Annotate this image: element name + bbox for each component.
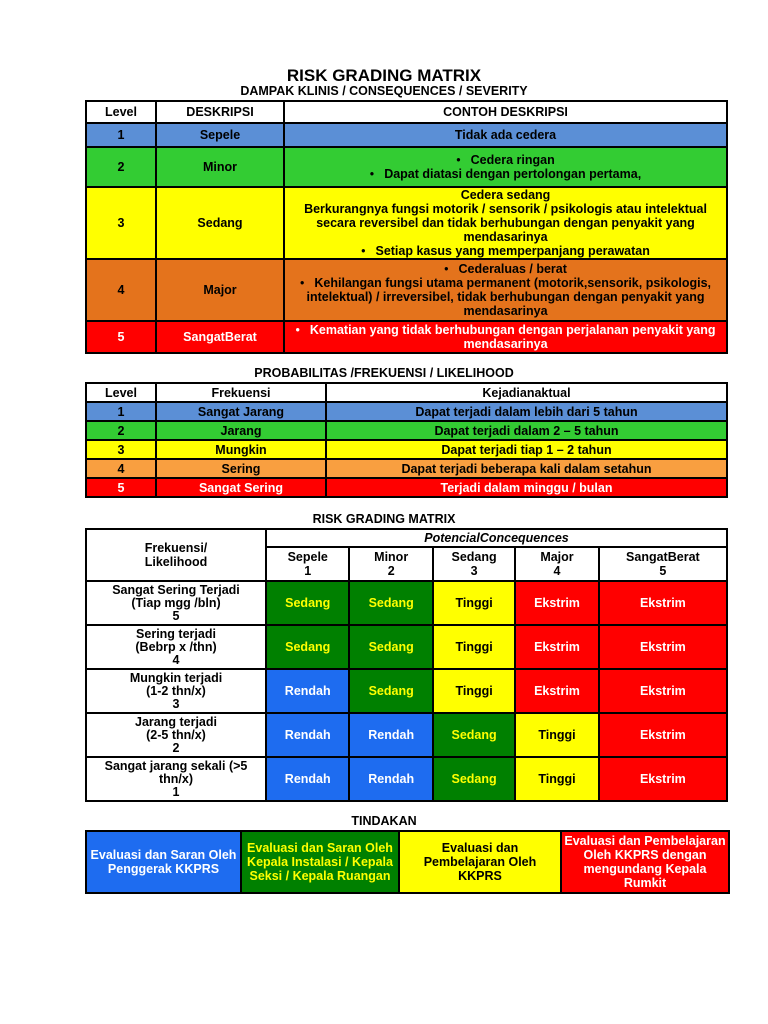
matrix-row-label: Sangat Sering Terjadi (Tiap mgg /bln) 5 [86,581,266,625]
likelihood-row-2 [86,421,727,440]
severity-row-1 [86,123,727,147]
severity-desc: SangatBerat [156,321,284,353]
severity-desc: Sedang [156,187,284,259]
col-header-major [515,547,598,581]
action-low: Evaluasi dan Saran Oleh Penggerak KKPRS [86,831,241,893]
bullet-item: • Dapat diatasi dengan pertolongan pertama, [287,167,724,181]
header-kejadian: Kejadianaktual [326,383,727,402]
matrix-row-5 [86,581,727,625]
matrix-cell: Sedang [266,581,349,625]
severity-example [284,321,727,353]
matrix-group-header: PotencialConcequences [266,529,727,547]
action-subtitle: TINDAKAN [351,814,417,828]
matrix-cell: Sedang [433,713,515,757]
col-header-minor [349,547,432,581]
matrix-cell: Sedang [349,581,432,625]
bullet-item: • Setiap kasus yang memperpanjang perawatan [287,244,724,258]
likelihood-level: 5 [86,478,156,497]
matrix-cell: Tinggi [515,757,598,801]
severity-header-row [86,101,727,123]
severity-row-4 [86,259,727,321]
matrix-cell: Sedang [349,625,432,669]
likelihood-freq: Jarang [156,421,326,440]
likelihood-row-4 [86,459,727,478]
header-contoh: CONTOH DESKRIPSI [284,101,727,123]
header-level: Level [86,383,156,402]
header-frekuensi: Frekuensi [156,383,326,402]
likelihood-actual: Terjadi dalam minggu / bulan [326,478,727,497]
header-level: Level [86,101,156,123]
severity-level: 2 [86,147,156,187]
likelihood-freq: Sangat Jarang [156,402,326,421]
matrix-cell: Tinggi [433,581,515,625]
col-header-name: SangatBerat [626,550,700,564]
matrix-cell: Ekstrim [515,581,598,625]
col-header-name: Minor [374,550,409,564]
severity-desc: Major [156,259,284,321]
bullet-item: • Kehilangan fungsi utama permanent (motorik,sensorik, psikologis, intelektual) / irreversibel, tidak berhubungan dengan penyakit yang mendasarinya [287,276,724,318]
severity-example [284,147,727,187]
col-header-sepele [266,547,349,581]
col-header-num: 1 [304,564,312,578]
col-header-num: 2 [387,564,395,578]
matrix-cell: Ekstrim [515,625,598,669]
col-header-name: Sedang [451,550,497,564]
action-extreme: Evaluasi dan Pembelajaran Oleh KKPRS dengan mengundang Kepala Rumkit [561,831,729,893]
matrix-cell: Sedang [349,669,432,713]
likelihood-level: 4 [86,459,156,478]
col-header-name: Major [540,550,574,564]
severity-example [284,259,727,321]
severity-example [284,187,727,259]
col-header-num: 4 [553,564,561,578]
matrix-corner: Frekuensi/ Likelihood [86,529,266,581]
likelihood-row-3 [86,440,727,459]
matrix-group-row [86,529,727,547]
matrix-cell: Rendah [266,757,349,801]
severity-table [85,100,728,354]
action-moderate: Evaluasi dan Saran Oleh Kepala Instalasi / Kepala Seksi / Kepala Ruangan [241,831,399,893]
likelihood-subtitle: PROBABILITAS /FREKUENSI / LIKELIHOOD [254,366,514,380]
header-deskripsi: DESKRIPSI [156,101,284,123]
matrix-cell: Ekstrim [599,713,727,757]
likelihood-header-row [86,383,727,402]
col-header-num: 5 [659,564,667,578]
likelihood-actual: Dapat terjadi tiap 1 – 2 tahun [326,440,727,459]
matrix-cell: Ekstrim [599,757,727,801]
matrix-cell: Ekstrim [515,669,598,713]
likelihood-row-1 [86,402,727,421]
main-title: RISK GRADING MATRIX [286,66,482,85]
col-header-sangatberat [599,547,727,581]
bullet-item: • Cedera ringan [287,153,724,167]
matrix-cell: Ekstrim [599,581,727,625]
matrix-cell: Rendah [349,713,432,757]
col-header-num: 3 [470,564,478,578]
severity-level: 4 [86,259,156,321]
matrix-subtitle: RISK GRADING MATRIX [312,512,456,526]
severity-desc: Sepele [156,123,284,147]
matrix-cell: Sedang [266,625,349,669]
action-table [85,830,730,894]
severity-level: 1 [86,123,156,147]
severity-subtitle: DAMPAK KLINIS / CONSEQUENCES / SEVERITY [240,84,528,98]
severity-desc: Minor [156,147,284,187]
likelihood-row-5 [86,478,727,497]
matrix-row-label: Sangat jarang sekali (>5 thn/x) 1 [86,757,266,801]
matrix-cell: Tinggi [515,713,598,757]
col-header-sedang [433,547,515,581]
risk-matrix-table [85,528,728,802]
matrix-cell: Rendah [266,669,349,713]
matrix-row-2 [86,713,727,757]
matrix-row-3 [86,669,727,713]
matrix-cell: Rendah [349,757,432,801]
matrix-row-label: Jarang terjadi (2-5 thn/x) 2 [86,713,266,757]
bullet-item: • Kematian yang tidak berhubungan dengan perjalanan penyakit yang mendasarinya [287,323,724,351]
severity-level: 3 [86,187,156,259]
action-row [86,831,729,893]
severity-row-2 [86,147,727,187]
bullet-item: • Cederaluas / berat [287,262,724,276]
likelihood-freq: Sangat Sering [156,478,326,497]
severity-example: Tidak ada cedera [284,123,727,147]
matrix-cell: Ekstrim [599,625,727,669]
severity-row-5 [86,321,727,353]
likelihood-freq: Mungkin [156,440,326,459]
matrix-cell: Tinggi [433,669,515,713]
likelihood-actual: Dapat terjadi dalam 2 – 5 tahun [326,421,727,440]
likelihood-freq: Sering [156,459,326,478]
example-text: Cedera sedang Berkurangnya fungsi motorik / sensorik / psikologis atau intelektual secara reversibel dan tidak berhubungan dengan penyakit yang mendasarinya [304,188,707,244]
col-header-name: Sepele [287,550,328,564]
likelihood-table [85,382,728,498]
likelihood-level: 1 [86,402,156,421]
matrix-cell: Rendah [266,713,349,757]
severity-level: 5 [86,321,156,353]
matrix-cell: Tinggi [433,625,515,669]
matrix-row-label: Mungkin terjadi (1-2 thn/x) 3 [86,669,266,713]
likelihood-level: 2 [86,421,156,440]
likelihood-actual: Dapat terjadi dalam lebih dari 5 tahun [326,402,727,421]
matrix-cell: Sedang [433,757,515,801]
likelihood-actual: Dapat terjadi beberapa kali dalam setahun [326,459,727,478]
matrix-row-label: Sering terjadi (Bebrp x /thn) 4 [86,625,266,669]
action-high: Evaluasi dan Pembelajaran Oleh KKPRS [399,831,561,893]
matrix-row-4 [86,625,727,669]
likelihood-level: 3 [86,440,156,459]
matrix-cell: Ekstrim [599,669,727,713]
severity-row-3 [86,187,727,259]
matrix-row-1 [86,757,727,801]
